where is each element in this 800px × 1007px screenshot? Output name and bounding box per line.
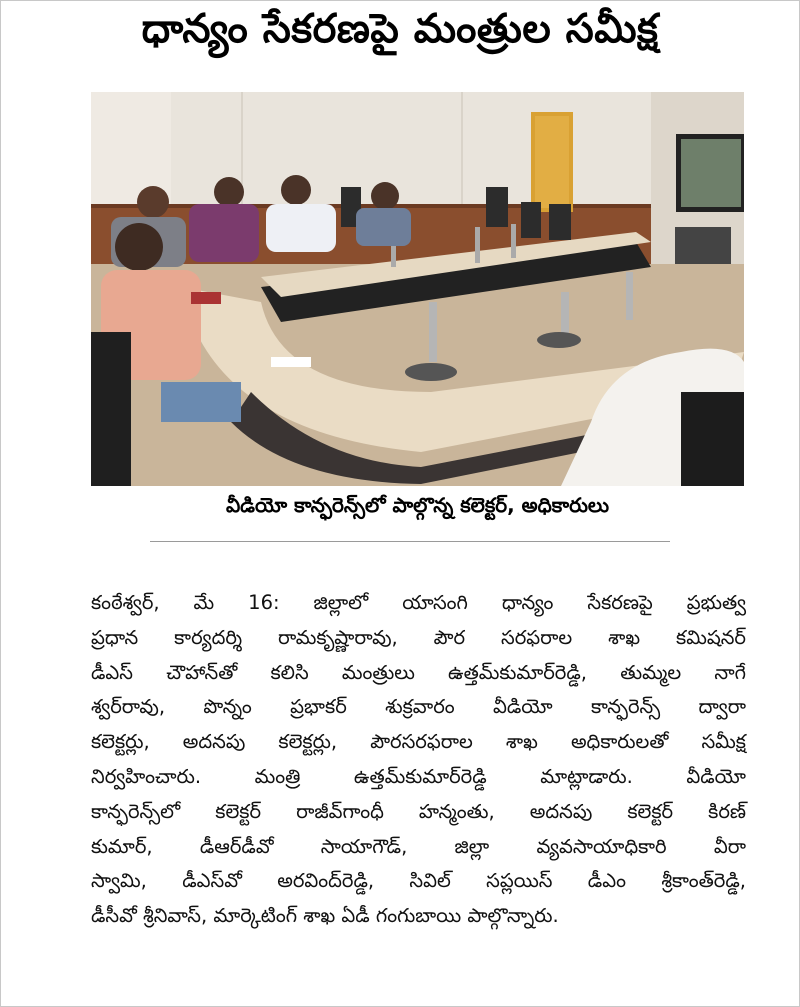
- body-line: కలెక్టర్లు, అదనపు కలెక్టర్లు, పౌరసరఫరాల శాఖ అధికారులతో సమీక్ష: [91, 730, 746, 754]
- body-line: డీసీవో శ్రీనివాస్‌, మార్కెటింగ్‌ శాఖ ఏడీ గంగుబాయి పాల్గొన్నారు.: [91, 904, 559, 928]
- body-line: నిర్వహించారు. మంత్రి ఉత్తమ్‌కుమార్‌రెడ్డి మాట్లాడారు. వీడియో: [91, 764, 746, 788]
- body-line: శ్వర్‌రావు, పొన్నం ప్రభాకర్‌ శుక్రవారం వీడియో కాన్ఫరెన్స్‌ ద్వారా: [91, 695, 746, 719]
- headline: ధాన్యం సేకరణపై మంత్రుల సమీక్ష: [141, 6, 659, 52]
- body-line: స్వామి, డీఎస్‌వో అరవింద్‌రెడ్డి, సివిల్‌ సప్లయిస్‌ డీఎం శ్రీకాంత్‌రెడ్డి,: [91, 869, 746, 893]
- body-line: కుమార్‌, డీఆర్‌డీవో సాయాగౌడ్‌, జిల్లా వ్యవసాయాధికారి వీరా: [91, 834, 746, 858]
- body-line: కంఠేశ్వర్‌, మే 16: జిల్లాలో యాసంగి ధాన్యం సేకరణపై ప్రభుత్వ: [91, 591, 746, 614]
- body-line: డీఎస్‌ చౌహాన్‌తో కలిసి మంత్రులు ఉత్తమ్‌కుమార్‌రెడ్డి, తుమ్మల నాగే: [91, 660, 746, 684]
- caption-divider: [150, 541, 670, 542]
- body-line: కాన్ఫరెన్స్‌లో కలెక్టర్‌ రాజీవ్‌గాంధీ హన్మంతు, అదనపు కలెక్టర్‌ కిరణ్‌: [91, 799, 746, 823]
- body-line: ప్రధాన కార్యదర్శి రామకృష్ణారావు, పౌర సరఫరాల శాఖ కమిషనర్‌: [91, 625, 746, 649]
- article-photo: [91, 92, 744, 486]
- article-body: [91, 586, 746, 934]
- photo-caption: వీడియో కాన్ఫరెన్స్‌లో పాల్గొన్న కలెక్టర్‌, అధికారులు: [225, 493, 610, 517]
